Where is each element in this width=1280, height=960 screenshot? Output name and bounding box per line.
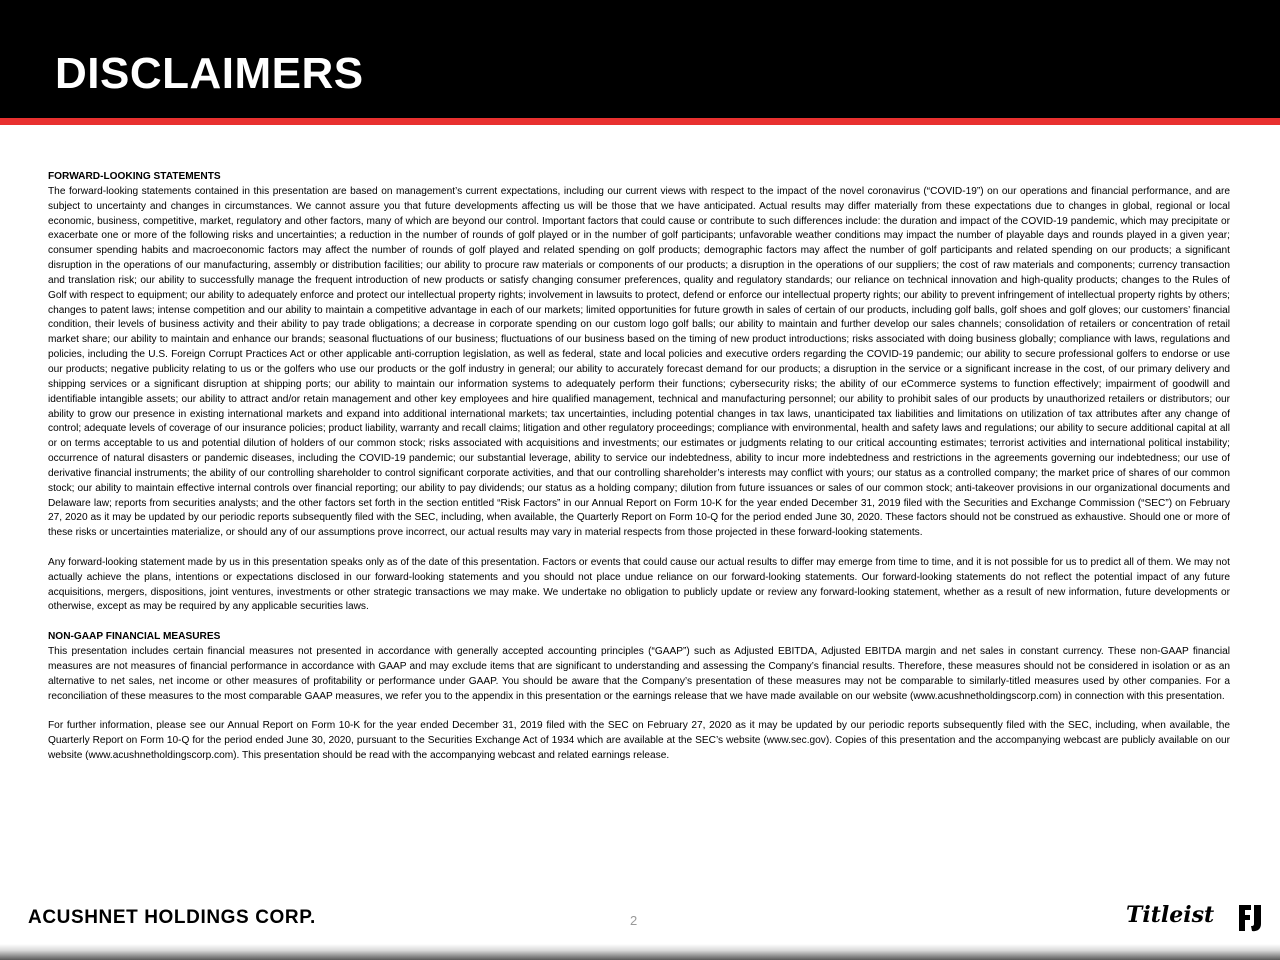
forward-looking-heading: FORWARD-LOOKING STATEMENTS [48,171,221,182]
paragraph-spacer [48,615,1230,630]
paragraph-spacer [48,704,1230,719]
page-number: 2 [630,913,638,928]
forward-looking-paragraph-2: Any forward-looking statement made by us in this presentation speaks only as of the date of this presentation. Factors or events that could cause our actual results to differ may emerge from time to time, and it is not possible for us to predict all of them. We may not actually achieve the plans, intentions or expectations disclosed in our forward-looking statements and you should not place undue reliance on our forward-looking statements. Our forward-looking statements do not reflect the potential impact of any future acquisitions, mergers, dispositions, joint ventures, investments or other strategic transactions we may make. We undertake no obligation to publicly update or review any forward-looking statement, whether as a result of new information, future developments or otherwise, except as may be required by any applicable securities laws. [48,556,1230,613]
header-red-rule [0,118,1280,125]
non-gaap-heading: NON-GAAP FINANCIAL MEASURES [48,631,221,643]
non-gaap-paragraph-2: For further information, please see our Annual Report on Form 10-K for the year ended December 31, 2019 filed with the SEC on February 27, 2020 as it may be updated by our periodic reports subsequently filed with the SEC, including, when available, the Quarterly Report on Form 10-Q for the period ended June 30, 2020, pursuant to the Securities Exchange Act of 1934 which are available at the SEC’s website (www.sec.gov). Copies of this presentation and the accompanying webcast are publicly available on our website (www.acushnetholdingscorp.com). This presentation should be read with the accompanying webcast and related earnings release. [48,720,1230,761]
bottom-edge-shadow [0,944,1280,960]
page-title: DISCLAIMERS [55,49,364,98]
acushnet-logo: ACUSHNET HOLDINGS CORP. [28,907,316,928]
forward-looking-paragraph-1: The forward-looking statements contained in this presentation are based on management’s current expectations, including our current views with respect to the impact of the novel coronavirus (“COVID-19”) on our operations and financial performance, and are subject to uncertainty and changes in circumstances. We cannot assure you that future developments affecting us will be those that we have anticipated. Actual results may differ materially from these expectations due to changes in global, regional or local economic, business, competitive, market, regulatory and other factors, many of which are beyond our control. Important factors that could cause or contribute to such differences include: the duration and impact of the COVID-19 pandemic, which may precipitate or exacerbate one or more of the following risks and uncertainties; a reduction in the number of rounds of golf played or in the number of golf participants; unfavorable weather conditions may impact the number of playable days and rounds played in a given year; consumer spending habits and macroeconomic factors may affect the number of rounds of golf played and related spending on golf products; demographic factors may affect the number of golf participants and related spending on our products; a significant disruption in the operations of our manufacturing, assembly or distribution facilities; our ability to procure raw materials or components of our products; a disruption in the operations of our suppliers; the cost of raw materials and components; currency transaction and translation risk; our ability to successfully manage the frequent introduction of new products or satisfy changing consumer preferences, quality and regulatory standards; our reliance on technical innovation and high-quality products; changes to the Rules of Golf with respect to equipment; our ability to adequately enforce and protect our intellectual property rights; involvement in lawsuits to protect, defend or enforce our intellectual property rights; our ability to prevent infringement of intellectual property rights by others; changes to patent laws; intense competition and our ability to maintain a competitive advantage in each of our markets; limited opportunities for future growth in sales of certain of our products, including golf balls, golf shoes and golf gloves; our customers’ financial condition, their levels of business activity and their ability to pay trade obligations; a decrease in corporate spending on our custom logo golf balls; our ability to maintain and further develop our sales channels; consolidation of retailers or concentration of retail market share; our ability to maintain and enhance our brands; seasonal fluctuations of our business; fluctuations of our business based on the timing of new product introductions; risks associated with doing business globally; compliance with laws, regulations and policies, including the U.S. Foreign Corrupt Practices Act or other applicable anti-corruption legislation, as well as federal, state and local policies and executive orders regarding the COVID-19 pandemic; our ability to secure professional golfers to endorse or use our products; negative publicity relating to us or the golfers who use our products or the golf industry in general; our ability to accurately forecast demand for our products; a disruption in the service or a significant increase in the cost, of our primary delivery and shipping services or a significant disruption at shipping ports; our ability to maintain our information systems to adequately perform their functions; cybersecurity risks; the ability of our eCommerce systems to function effectively; impairment of goodwill and identifiable intangible assets; our ability to attract and/or retain management and other key employees and hire qualified management, technical and manufacturing personnel; our ability to prohibit sales of our products by unauthorized retailers or distributors; our ability to grow our presence in existing international markets and expand into additional international markets; tax uncertainties, including potential changes in tax laws, unanticipated tax liabilities and limitations on utilization of tax attributes after any change of control; adequate levels of coverage of our insurance policies; product liability, warranty and recall claims; litigation and other regulatory proceedings; compliance with environmental, health and safety laws and regulations; our ability to secure additional capital at all or on terms acceptable to us and potential dilution of holders of our common stock; risks associated with acquisitions and investments; our estimates or judgments relating to our critical accounting estimates; terrorist activities and international political instability; occurrence of natural disasters or pandemic diseases, including the COVID-19 pandemic; our substantial leverage, ability to service our indebtedness, ability to incur more indebtedness and restrictions in the agreements governing our indebtedness; our use of derivative financial instruments; the ability of our controlling shareholder to control significant corporate activities, and that our controlling shareholder’s interests may conflict with yours; our status as a controlled company; the market price of shares of our common stock; our ability to maintain effective internal controls over financial reporting; our ability to pay dividends; our status as a holding company; dilution from future issuances or sales of our common stock; anti-takeover provisions in our organizational documents and Delaware law; reports from securities analysts; and the other factors set forth in the section entitled “Risk Factors” in our Annual Report on Form 10-K for the year ended December 31, 2019 filed with the Securities and Exchange Commission (“SEC”) on February 27, 2020 as it may be updated by our periodic reports subsequently filed with the SEC, including, when available, the Quarterly Report on Form 10-Q for the period ended June 30, 2020. These factors should not be construed as exhaustive. Should one or more of these risks or uncertainties materialize, or should any of our assumptions prove incorrect, our actual results may vary in material respects from those projected in these forward-looking statements. [48,185,1230,539]
disclaimer-body [48,170,1230,764]
header-bar [0,0,1280,118]
paragraph-spacer [48,541,1230,556]
titleist-logo: Titleist [1126,902,1215,928]
fj-logo [1236,903,1264,933]
non-gaap-paragraph-1: This presentation includes certain financial measures not presented in accordance with generally accepted accounting principles (“GAAP”) such as Adjusted EBITDA, Adjusted EBITDA margin and net sales in constant currency. These non-GAAP financial measures are not measures of financial performance in accordance with GAAP and may exclude items that are significant to understanding and assessing the Company’s financial results. Therefore, these measures should not be considered in isolation or as an alternative to net sales, net income or other measures of profitability or performance under GAAP. You should be aware that the Company’s presentation of these measures may not be comparable to similarly-titled measures used by other companies. For a reconciliation of these measures to the most comparable GAAP measures, we refer you to the appendix in this presentation or the earnings release that we have made available on our website (www.acushnetholdingscorp.com) in connection with this presentation. [48,646,1230,702]
